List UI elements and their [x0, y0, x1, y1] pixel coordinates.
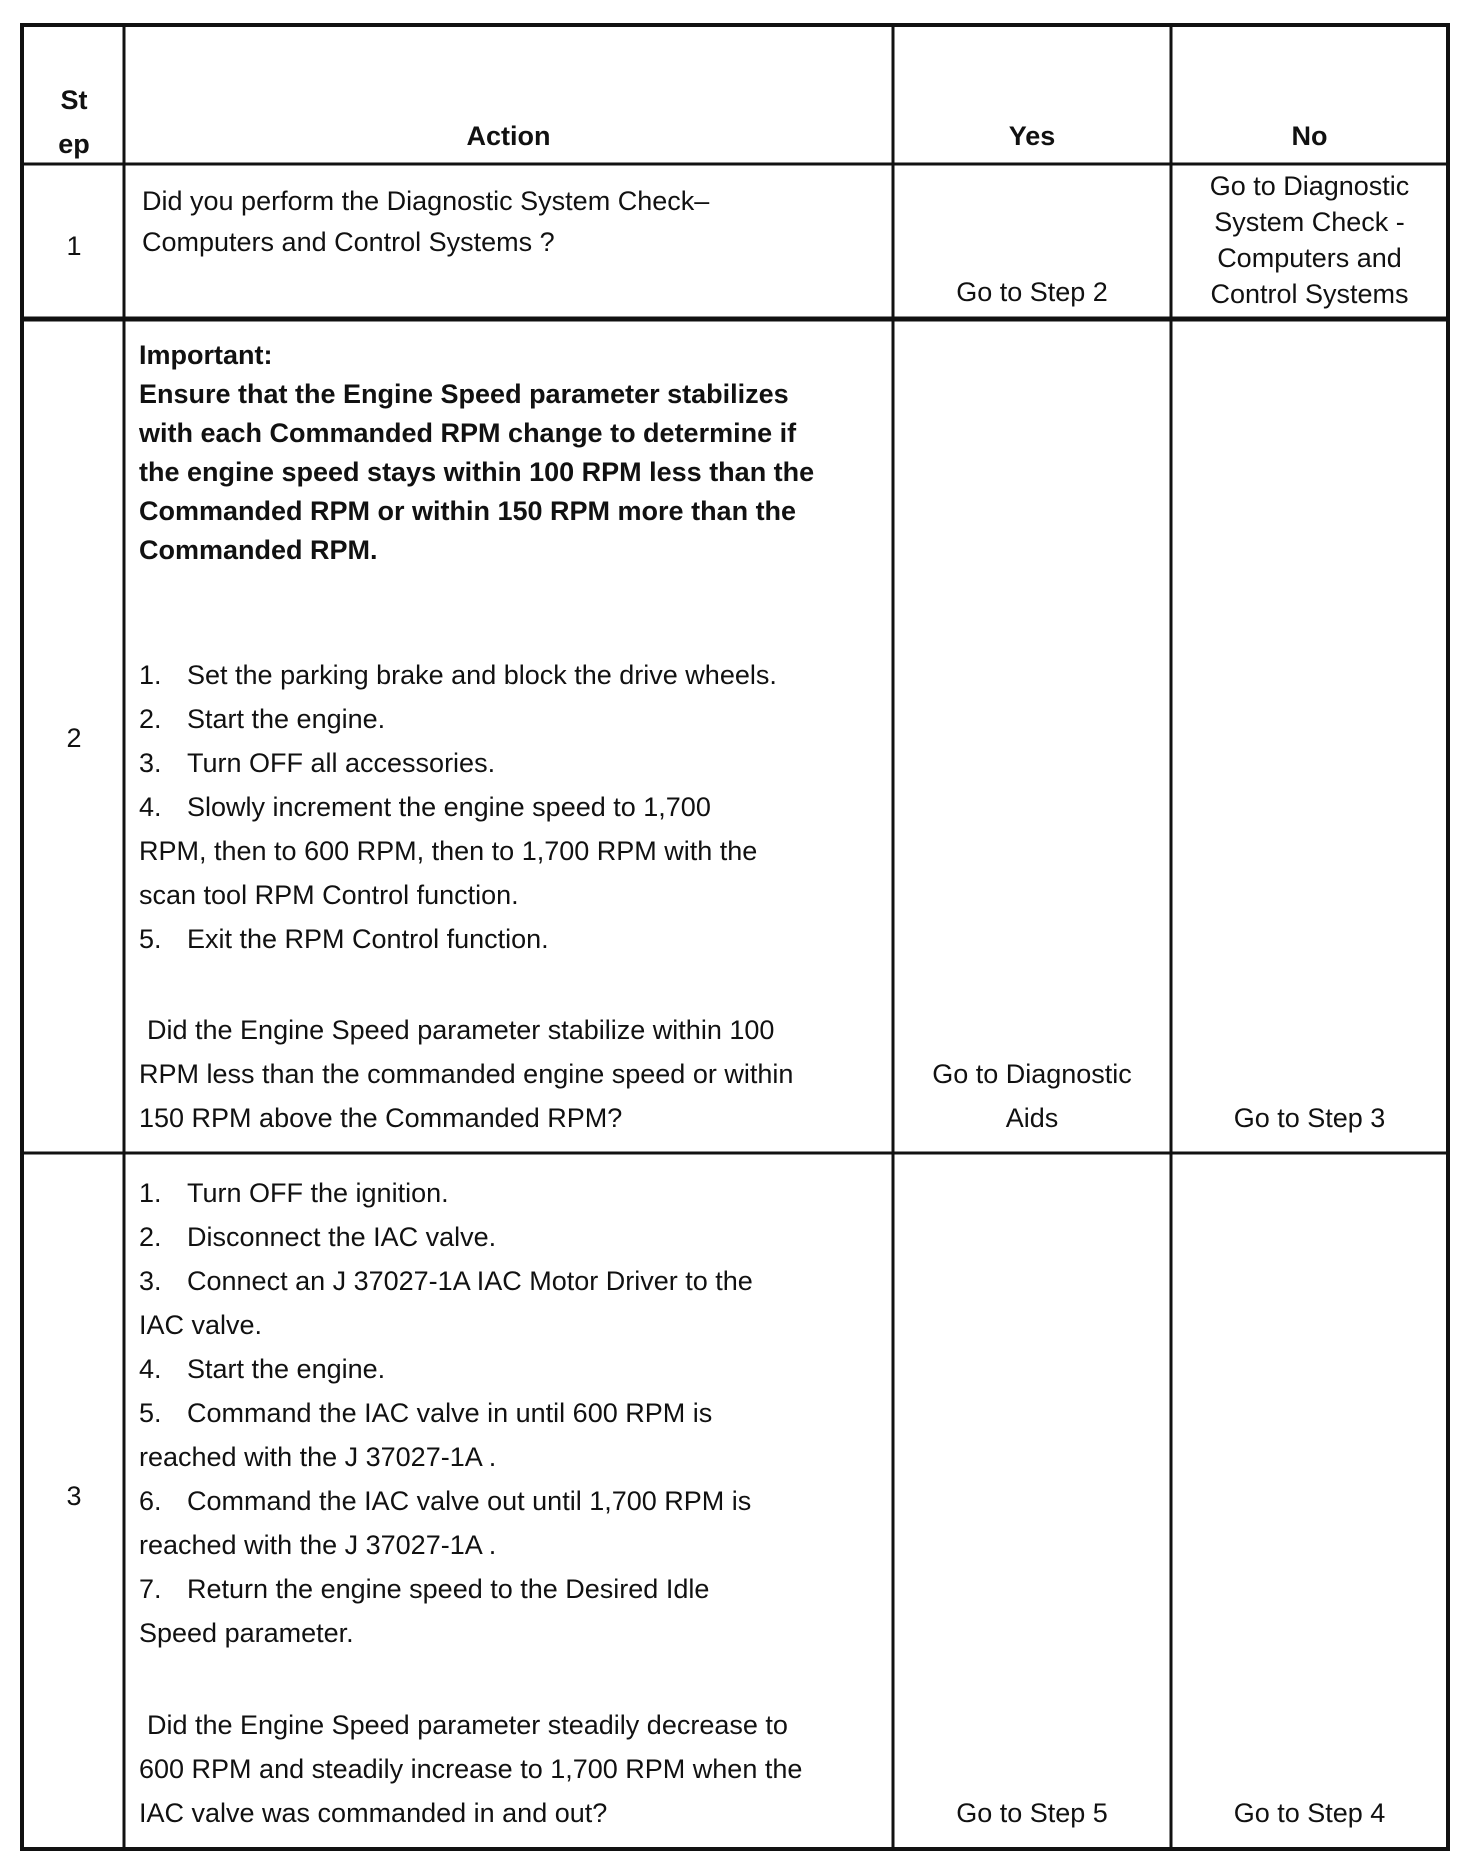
row2-step: 2 — [66, 723, 82, 753]
row1-no — [1171, 168, 1448, 312]
row3-question — [139, 1703, 884, 1835]
question-line3: IAC valve was commanded in and out? — [139, 1798, 608, 1828]
header-yes: Yes — [1008, 121, 1056, 151]
list-item: 4. Start the engine. — [139, 1354, 386, 1384]
row3-step: 3 — [66, 1481, 82, 1511]
row1-yes: Go to Step 2 — [956, 277, 1108, 307]
list-continuation: RPM, then to 600 RPM, then to 1,700 RPM with the — [139, 836, 758, 866]
important-line5: Commanded RPM. — [139, 535, 378, 565]
important-line4: Commanded RPM or within 150 RPM more than the — [139, 496, 797, 526]
list-item: 3. Connect an J 37027-1A IAC Motor Driver to the — [139, 1266, 753, 1296]
header-no: No — [1291, 121, 1328, 151]
row2-question — [139, 1008, 884, 1140]
question-line3: 150 RPM above the Commanded RPM? — [139, 1103, 623, 1133]
row1-action-line2: Computers and Control Systems ? — [142, 227, 555, 257]
header-step-line1: St — [60, 85, 88, 115]
list-item: 5. Command the IAC valve in until 600 RPM is — [139, 1398, 713, 1428]
list-item: 2. Disconnect the IAC valve. — [139, 1222, 497, 1252]
list-item: 4. Slowly increment the engine speed to 1,700 — [139, 792, 711, 822]
header-action: Action — [466, 121, 551, 151]
list-continuation: reached with the J 37027-1A . — [139, 1530, 497, 1560]
question-line2: 600 RPM and steadily increase to 1,700 RPM when the — [139, 1754, 803, 1784]
row1-action-line1: Did you perform the Diagnostic System Check– — [142, 186, 710, 216]
row3-steps — [139, 1171, 884, 1655]
row1-no-line3: Computers and — [1217, 243, 1402, 273]
question-line2: RPM less than the commanded engine speed or within — [139, 1059, 794, 1089]
important-line2: with each Commanded RPM change to determine if — [139, 418, 797, 448]
header-step — [24, 78, 124, 166]
row2-yes-line1: Go to Diagnostic — [932, 1059, 1132, 1089]
list-continuation: IAC valve. — [139, 1310, 263, 1340]
row1-no-line2: System Check - — [1214, 207, 1405, 237]
list-continuation: Speed parameter. — [139, 1618, 354, 1648]
list-item: 6. Command the IAC valve out until 1,700 RPM is — [139, 1486, 752, 1516]
row2-steps — [139, 653, 884, 961]
important-line1: Ensure that the Engine Speed parameter stabilizes — [139, 379, 789, 409]
list-item: 3. Turn OFF all accessories. — [139, 748, 496, 778]
header-step-line2: ep — [58, 129, 90, 159]
row2-yes-line2: Aids — [1005, 1103, 1059, 1133]
list-continuation: reached with the J 37027-1A . — [139, 1442, 497, 1472]
row1-no-line1: Go to Diagnostic — [1209, 171, 1410, 201]
list-item: 2. Start the engine. — [139, 704, 386, 734]
row2-no: Go to Step 3 — [1233, 1103, 1386, 1133]
list-continuation: scan tool RPM Control function. — [139, 880, 519, 910]
row2-yes — [893, 1052, 1171, 1140]
row1-action — [142, 181, 882, 263]
row1-no-line4: Control Systems — [1210, 279, 1409, 309]
question-line1: Did the Engine Speed parameter stabilize within 100 — [147, 1015, 775, 1045]
row3-no: Go to Step 4 — [1233, 1798, 1386, 1828]
row1-step: 1 — [66, 231, 82, 261]
important-line3: the engine speed stays within 100 RPM less than the — [139, 457, 815, 487]
important-label: Important: — [139, 340, 273, 370]
question-line1: Did the Engine Speed parameter steadily decrease to — [147, 1710, 788, 1740]
row3-yes: Go to Step 5 — [956, 1798, 1108, 1828]
list-item: 7. Return the engine speed to the Desired Idle — [139, 1574, 710, 1604]
list-item: 5. Exit the RPM Control function. — [139, 924, 549, 954]
row2-action — [139, 336, 884, 570]
list-item: 1. Turn OFF the ignition. — [139, 1178, 449, 1208]
list-item: 1. Set the parking brake and block the drive wheels. — [139, 660, 777, 690]
